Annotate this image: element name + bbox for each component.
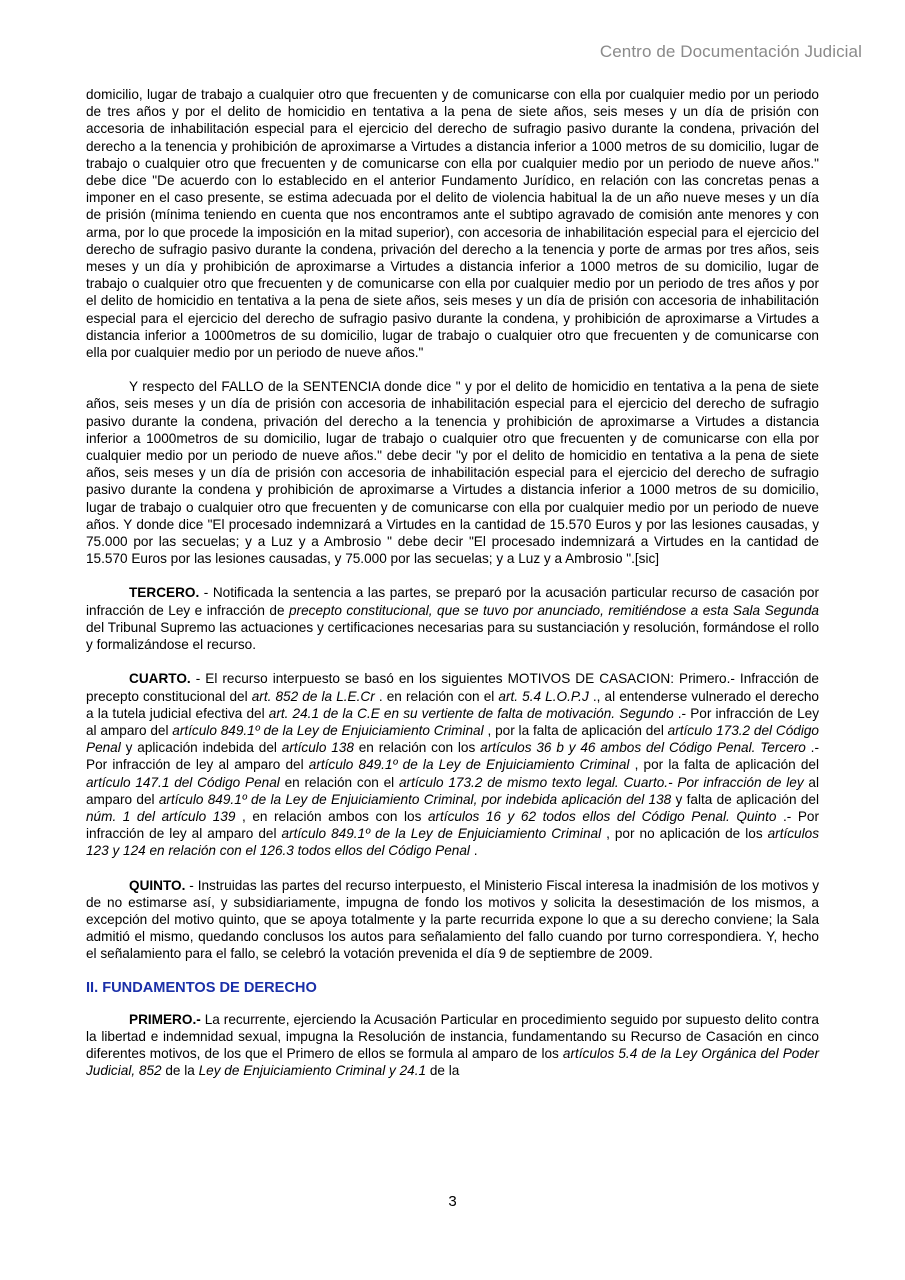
- paragraph-fallo: Y respecto del FALLO de la SENTENCIA donde dice " y por el delito de homicidio en tentativa a la pena de siete años, seis meses y un día de prisión con accesoria de inhabilitación especial para el ejercicio del derecho de sufragio pasivo durante la condena, privación del derecho a la tenencia y prohibición de aproximarse a Virtudes a distancia inferior a 1000metros de su domicilio, lugar de trabajo o cualquier otro que frecuenten y de comunicarse con ella por cualquier medio por un periodo de nueve años." debe decir "y por el delito de homicidio en tentativa a la pena de siete años, seis meses y un día de prisión con accesoria de inhabilitación especial para el ejercicio del derecho de sufragio pasivo durante la condena y prohibición de aproximarse a Virtudes a distancia inferior a 1000 metros de su domicilio, lugar de trabajo o cualquier otro que frecuenten y de comunicarse con ella por cualquier medio por un periodo de nueve años. Y donde dice "El procesado indemnizará a Virtudes en la cantidad de 15.570 Euros y por las lesiones causadas, y 75.000 por las secuelas; y a Luz y a Ambrosio " debe decir "El procesado indemnizará a Virtudes en la cantidad de 15.570 Euros por las lesiones causadas, y 75.000 por las secuelas; y a Luz y a Ambrosio ".[sic]: [86, 379, 819, 567]
- paragraph-quinto: [86, 877, 819, 963]
- italic-citation: artículo 849.1º de la Ley de Enjuiciamiento Criminal, por indebida aplicación del 138: [158, 791, 672, 807]
- paragraph-label: QUINTO.: [129, 877, 186, 893]
- paragraph-continuation: domicilio, lugar de trabajo a cualquier otro que frecuenten y de comunicarse con ella por cualquier medio por un periodo de tres años y por el delito de homicidio en tentativa a la pena de siete años, seis meses y un día de prisión con accesoria de inhabilitación especial para el ejercicio del derecho de sufragio pasivo durante la condena, privación del derecho a la tenencia y prohibición de aproximarse a Virtudes a distancia inferior a 1000 metros de su domicilio, lugar de trabajo o cualquier otro que frecuenten y de comunicarse con ella por cualquier medio por un periodo de nueve años." debe dice "De acuerdo con lo establecido en el anterior Fundamento Jurídico, en relación con las concretas penas a imponer en el caso presente, se estima adecuada por el delito de violencia habitual la de un año nueve meses y un día de prisión (mínima teniendo en cuenta que nos encontramos ante el subtipo agravado de comisión ante menores y con arma, por lo que procede la imposición en la mitad superior), con accesoria de inhabilitación especial para el ejercicio del derecho de sufragio pasivo durante la condena, privación del derecho a la tenencia y porte de armas por tres años, seis meses y un día y prohibición de aproximarse a Virtudes a distancia inferior a 1000 metros de su domicilio, lugar de trabajo o cualquier otro que frecuenten y de comunicarse con ella por cualquier medio por un periodo de tres años y por el delito de homicidio en tentativa a la pena de siete años, seis meses y un día de prisión con accesoria de inhabilitación especial para el ejercicio del derecho de sufragio pasivo durante la condena, y prohibición de aproximarse a Virtudes a distancia inferior a 1000metros de su domicilio, lugar de trabajo o cualquier otro que frecuenten y de comunicarse con ella por cualquier medio por un periodo de nueve años.": [86, 87, 819, 361]
- italic-citation: núm. 1 del artículo 139: [86, 808, 236, 824]
- document-body: [86, 86, 819, 1096]
- text-run: y aplicación indebida del: [120, 740, 282, 756]
- text-run: .- Por infracción de ley al amparo del: [86, 808, 819, 842]
- italic-citation: artículos 16 y 62 todos ellos del Código Penal. Quinto: [427, 808, 777, 824]
- italic-citation: Ley de Enjuiciamiento Criminal y 24.1: [198, 1063, 427, 1079]
- paragraph-label: CUARTO.: [129, 671, 191, 687]
- italic-citation: artículos 36 b y 46 ambos del Código Penal. Tercero: [480, 740, 806, 756]
- text-run: al amparo del: [86, 774, 820, 807]
- italic-citation: artículo 849.1º de la Ley de Enjuiciamiento Criminal: [308, 757, 630, 773]
- text-run: .: [469, 843, 478, 859]
- italic-citation: artículos 5.4 de la Ley Orgánica del Poder Judicial, 852: [86, 1045, 819, 1079]
- page-number: 3: [448, 1193, 457, 1210]
- text-run: del Tribunal Supremo las actuaciones y certificaciones necesarias para su sustanciación y resolución, formándose el rollo y formalizándose el recurso.: [86, 619, 819, 653]
- text-run: - Instruidas las partes del recurso interpuesto, el Ministerio Fiscal interesa la inadmisión de los motivos y de no estimarse así, y subsidiariamente, impugna de fondo los motivos y solicita la desestimación de los mismos, a excepción del motivo quinto, que se apoya totalmente y la parte recurrida expone lo que a su derecho conviene; la Sala admitió el mismo, quedando conclusos los autos para señalamiento del fallo cuando por turno correspondiera. Y, hecho el señalamiento para el fallo, se celebró la votación prevenida el día 9 de septiembre de 2009.: [86, 877, 819, 962]
- italic-citation: art. 5.4 L.O.P.J: [498, 688, 589, 704]
- italic-citation: artículo 147.1 del Código Penal: [86, 774, 280, 790]
- text-run: ., al entenderse vulnerado el derecho a la tutela judicial efectiva del: [86, 688, 819, 721]
- italic-citation: artículos 123 y 124 en relación con el 126.3 todos ellos del Código Penal: [86, 826, 819, 859]
- italic-citation: precepto constitucional, que se tuvo por anunciado, remitiéndose a esta Sala Segunda: [289, 602, 819, 618]
- paragraph-label: PRIMERO.-: [129, 1011, 201, 1027]
- italic-citation: artículo 849.1º de la Ley de Enjuiciamiento Criminal: [281, 826, 602, 842]
- text-run: .- Por infracción de ley al amparo del: [86, 740, 819, 773]
- paragraph-label: TERCERO.: [129, 585, 200, 601]
- paragraph-primero: [86, 1011, 819, 1080]
- text-run: . en relación con el: [374, 688, 499, 704]
- italic-citation: art. 24.1 de la C.E en su vertiente de falta de motivación. Segundo: [268, 705, 674, 721]
- text-run: , por la falta de aplicación del: [629, 757, 819, 773]
- document-header: Centro de Documentación Judicial: [599, 42, 862, 61]
- text-run: , por la falta de aplicación del: [483, 722, 668, 738]
- text-run: de la: [161, 1063, 199, 1079]
- text-run: , por no aplicación de los: [601, 826, 768, 842]
- text-run: en relación con el: [279, 774, 399, 790]
- italic-citation: art. 852 de la L.E.Cr: [251, 688, 375, 704]
- italic-citation: artículo 849.1º de la Ley de Enjuiciamiento Criminal: [172, 722, 484, 738]
- text-run: de la: [426, 1063, 460, 1079]
- section-heading: II. FUNDAMENTOS DE DERECHO: [86, 979, 317, 996]
- text-run: - El recurso interpuesto se basó en los siguientes MOTIVOS DE CASACION: Primero.- Infracción de precepto constitucional del: [86, 671, 819, 704]
- text-run: , en relación ambos con los: [235, 808, 428, 824]
- paragraph-tercero: [86, 584, 819, 653]
- text-run: .- Por infracción de Ley al amparo del: [86, 705, 820, 738]
- italic-citation: artículo 173.2 de mismo texto legal. Cuarto.- Por infracción de ley: [399, 774, 804, 790]
- text-run: y falta de aplicación del: [671, 791, 819, 807]
- italic-citation: artículo 173.2 del Código Penal: [86, 722, 819, 756]
- text-run: en relación con los: [353, 740, 481, 756]
- text-run: - Notificada la sentencia a las partes, se preparó por la acusación particular recurso de casación por infracción de Ley e infracción de: [86, 585, 819, 618]
- italic-citation: artículo 138: [281, 740, 354, 756]
- text-run: La recurrente, ejerciendo la Acusación Particular en procedimiento seguido por supuesto delito contra la libertad e indemnidad sexual, impugna la Resolución de instancia, fundamentando su Recurso de Casación en cinco diferentes motivos, de los que el Primero de ellos se formula al amparo de los: [86, 1011, 819, 1061]
- paragraph-cuarto: [86, 670, 819, 859]
